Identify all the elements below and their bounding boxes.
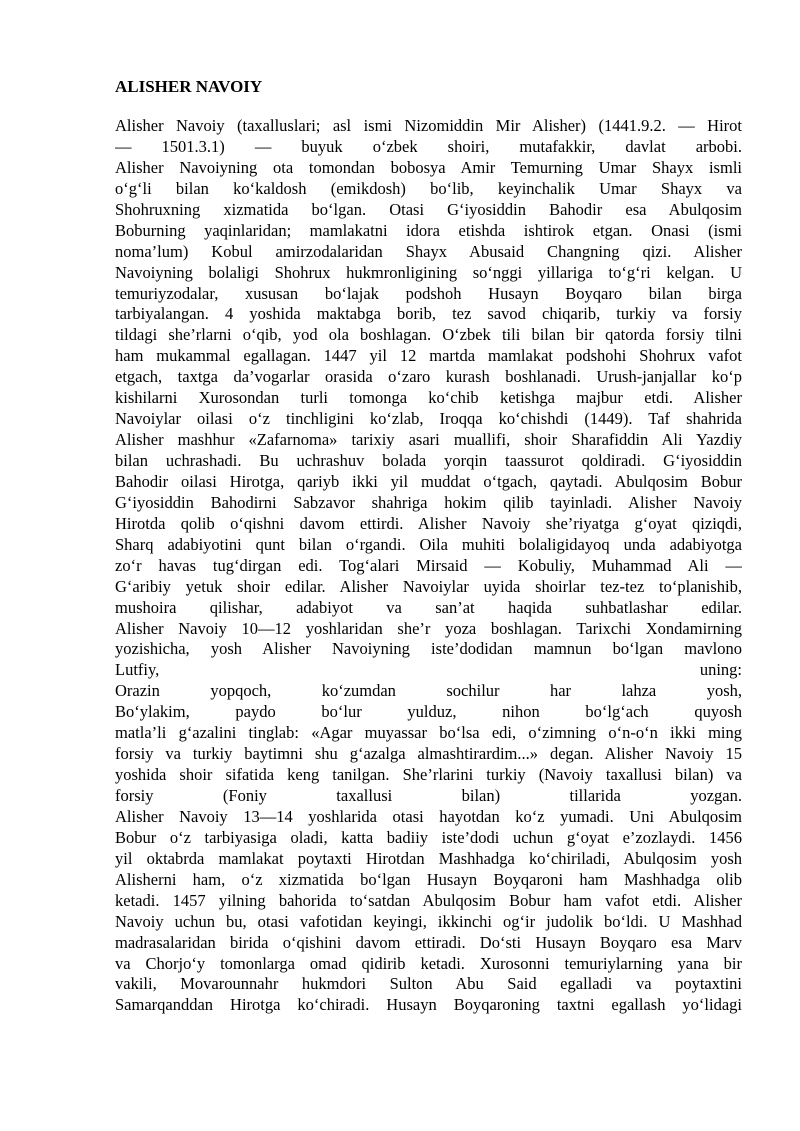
document-title: ALISHER NAVOIY: [115, 77, 263, 96]
text-line: — 1501.3.1) — buyuk oʻzbek shoiri, mutafakkir, davlat arbobi.: [115, 136, 742, 156]
text-line: Gʻaribiy yetuk shoir edilar. Alisher Navoiylar uyida shoirlar tez-tez toʻplanishib,: [115, 576, 742, 596]
text-line: Navoiylar oilasi oʻz tinchligini koʻzlab, Iroqqa koʻchishdi (1449). Taf shahrida: [115, 409, 742, 429]
text-line: yil oktabrda mamlakat poytaxti Hirotdan Mashhadga koʻchiriladi, Abulqosim yosh: [115, 848, 742, 868]
text-line: Alisherni ham, oʻz xizmatida boʻlgan Husayn Boyqaroni ham Mashhadga olib: [115, 869, 742, 889]
text-line: Navoiy uchun bu, otasi vafotidan keyingi, ikkinchi ogʻir judolik boʻldi. U Mashhad: [115, 911, 742, 931]
text-line: Alisher Navoiyning ota tomondan bobosya Amir Temurning Umar Shayx ismli: [115, 157, 742, 177]
text-line: bilan uchrashadi. Bu uchrashuv bolada yorqin taassurot qoldiradi. Gʻiyosiddin: [115, 451, 742, 470]
text-line: Hirotda qolib oʻqishni davom ettirdi. Alisher Navoiy she’riyatga gʻoyat qiziqdi,: [115, 513, 742, 533]
text-line: madrasalaridan birida oʻqishini davom ettiradi. Doʻsti Husayn Boyqaro esa Marv: [115, 932, 742, 952]
text-line: va Chorjoʻy tomonlarga omad qidirib ketadi. Xurosonni temuriylarning yana bir: [115, 953, 742, 973]
text-line: Orazin yopqoch, koʻzumdan sochilur har lahza yosh,: [115, 681, 742, 701]
text-line: Boʻylakim, paydo boʻlur yulduz, nihon boʻlgʻach quyosh: [115, 702, 742, 722]
text-line: Navoiyning bolaligi Shohrux hukmronligining soʻnggi yillariga toʻgʻri kelgan. U: [115, 262, 742, 282]
text-line: Alisher Navoiy 10—12 yoshlaridan she’r yoza boshlagan. Tarixchi Xondamirning: [115, 618, 742, 638]
text-line: matla’li gʻazalini tinglab: «Agar muyassar boʻlsa edi, oʻzimning oʻn-oʻn ikki ming: [115, 723, 742, 743]
text-line: temuriyzodalar, xususan boʻlajak podshoh Husayn Boyqaro bilan birga: [115, 283, 742, 303]
text-line: Gʻiyosiddin Bahodirni Sabzavor shahriga hokim qilib tayinladi. Alisher Navoiy: [115, 492, 742, 512]
text-line: tildagi she’rlarni oʻqib, yod ola boshlagan. Oʻzbek tili bilan bir qatorda forsiy tilni: [115, 325, 742, 345]
text-line: Sharq adabiyotini qunt bilan oʻrgandi. Oila muhiti bolaligidayoq unda adabiyotga: [115, 534, 742, 554]
text-line: Bahodir oilasi Hirotga, qariyb ikki yil muddat oʻtgach, qaytadi. Abulqosim Bobur: [115, 471, 742, 491]
text-line: noma’lum) Kobul amirzodalaridan Shayx Abusaid Changning qizi. Alisher: [115, 241, 742, 261]
text-line: Alisher mashhur «Zafarnoma» tarixiy asari muallifi, shoir Sharafiddin Ali Yazdiy: [115, 430, 742, 450]
text-line: kishilarni Xurosondan turli tomonga koʻchib ketishga majbur etdi. Alisher: [115, 388, 742, 408]
text-line: mushoira qilishar, adabiyot va san’at haqida suhbatlashar edilar.: [115, 597, 742, 617]
text-line: tarbiyalangan. 4 yoshida maktabga borib, tez savod chiqarib, turkiy va forsiy: [115, 304, 742, 324]
text-line: Alisher Navoiy 13—14 yoshlarida otasi hayotdan koʻz yumadi. Uni Abulqosim: [115, 806, 742, 826]
text-line: Alisher Navoiy (taxalluslari; asl ismi Nizomiddin Mir Alisher) (1441.9.2. — Hirot: [115, 116, 742, 135]
text-line: Bobur oʻz tarbiyasiga oladi, katta badiiy iste’dodi uchun gʻoyat e’zozlaydi. 1456: [115, 827, 742, 847]
text-line: yozishicha, yosh Alisher Navoiyning iste’dodidan mamnun boʻlgan mavlono: [115, 639, 742, 659]
text-line: zoʻr havas tugʻdirgan edi. Togʻalari Mirsaid — Kobuliy, Muhammad Ali —: [115, 555, 742, 575]
text-line: yoshida shoir sifatida keng tanilgan. She’rlarini turkiy (Navoiy taxallusi bilan) va: [115, 765, 742, 785]
text-line: forsiy va turkiy baytimni shu gʻazalga almashtirardim...» degan. Alisher Navoiy 15: [115, 744, 742, 764]
text-line: vakili, Movarounnahr hukmdori Sulton Abu Said egalladi va poytaxtini: [115, 974, 742, 994]
text-line: Boburning yaqinlaridan; mamlakatni idora etishda ishtirok etgan. Onasi (ismi: [115, 220, 742, 240]
document-page: [115, 76, 742, 1016]
text-line: forsiy (Foniy taxallusi bilan) tillarida yozgan.: [115, 786, 742, 805]
text-line: ham mukammal egallagan. 1447 yil 12 martda mamlakat podshohi Shohrux vafot: [115, 346, 742, 366]
text-line: etgach, taxtga da’vogarlar orasida oʻzaro kurash boshlanadi. Urush-janjallar koʻp: [115, 367, 742, 387]
document-body: [115, 116, 742, 1016]
text-line: Lutfiy, uning:: [115, 660, 742, 680]
text-line: Samarqanddan Hirotga koʻchiradi. Husayn Boyqaroning taxtni egallash yoʻlidagi: [115, 995, 742, 1015]
text-line: oʻgʻli bilan koʻkaldosh (emikdosh) boʻlib, keyinchalik Umar Shayx va: [115, 178, 742, 198]
text-line: ketadi. 1457 yilning bahorida toʻsatdan Abulqosim Bobur ham vafot etdi. Alisher: [115, 890, 742, 910]
text-line: Shohruxning xizmatida boʻlgan. Otasi Gʻiyosiddin Bahodir esa Abulqosim: [115, 199, 742, 219]
